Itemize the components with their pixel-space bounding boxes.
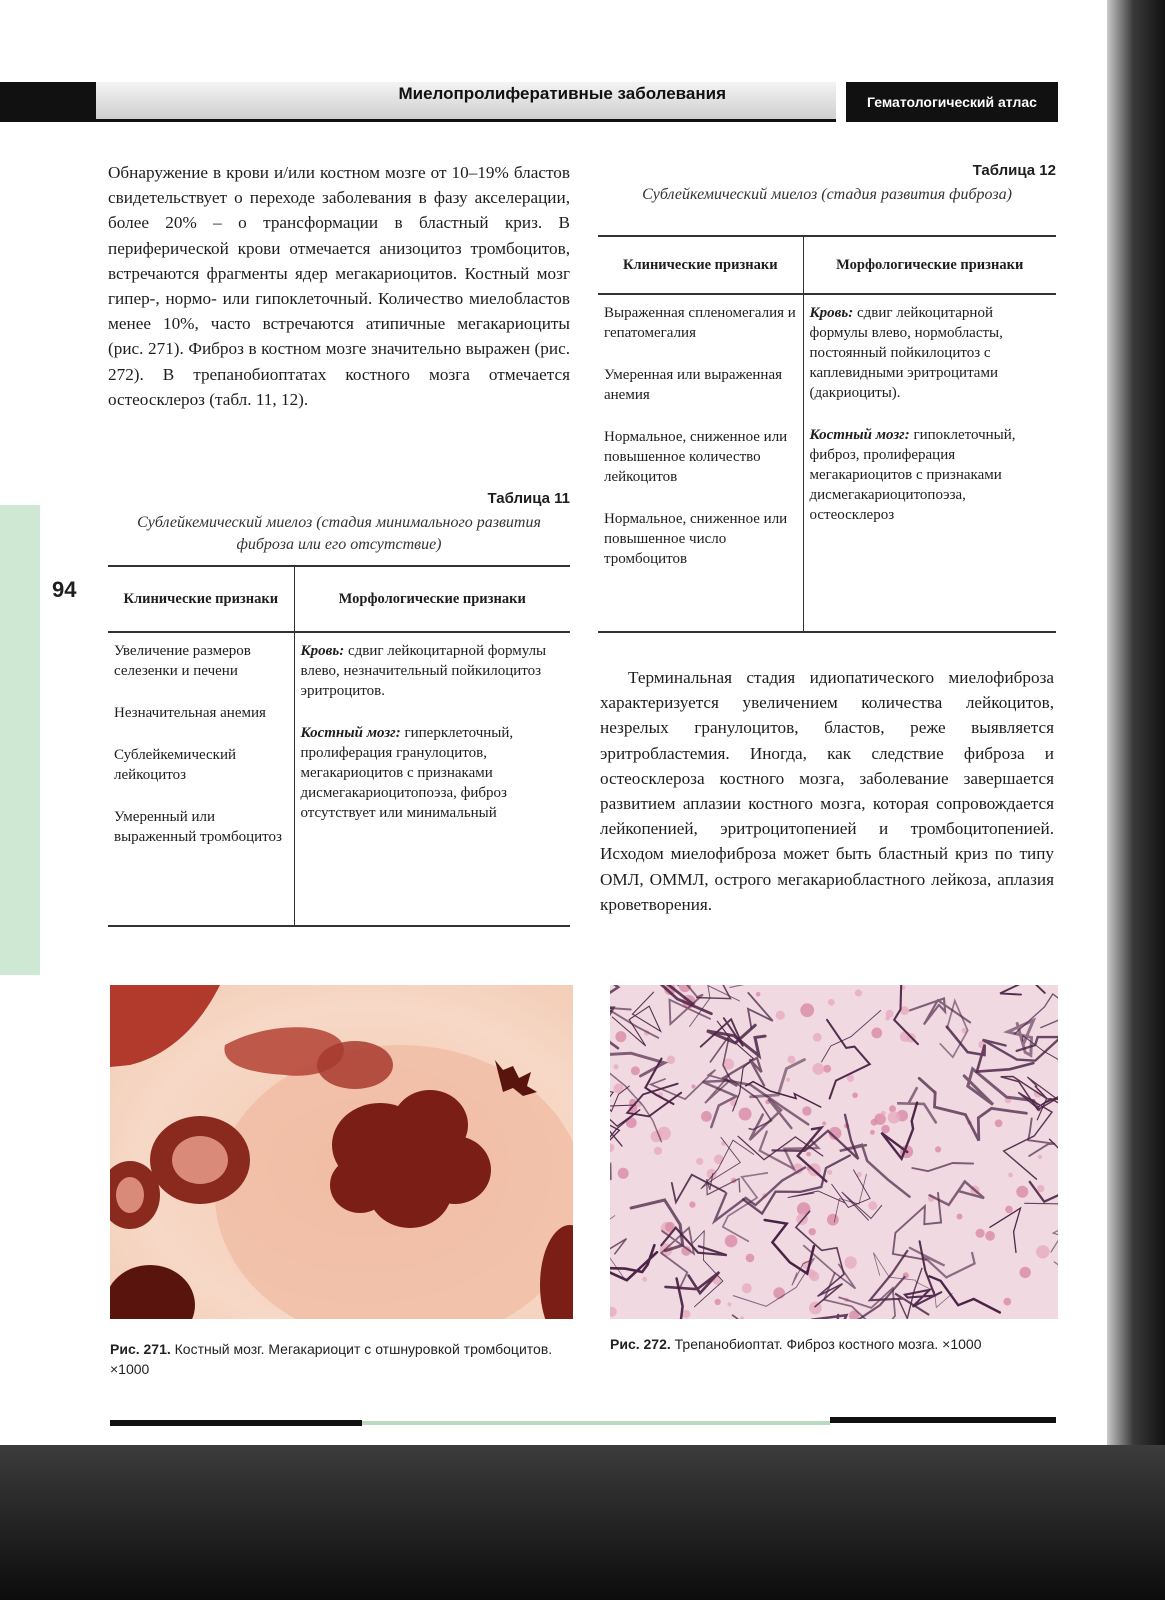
- table12-col-clinical: Клинические признаки: [598, 236, 803, 294]
- table11-col-clinical: Клинические признаки: [108, 566, 294, 632]
- book-title: Гематологический атлас: [846, 82, 1058, 122]
- morph-sign-blood: Кровь: сдвиг лейкоцитарной формулы влево, незначительный пойкилоцитоз эритроцитов.: [300, 643, 547, 699]
- table-row: [108, 632, 570, 926]
- footer-rule-right: [830, 1417, 1056, 1423]
- clinical-sign: Нормальное, сниженное или повышенное число тромбоцитов: [604, 511, 788, 567]
- footer-rule-left: [110, 1420, 362, 1426]
- table12: [598, 235, 1056, 633]
- clinical-sign: Выраженная спленомегалия и гепатомегалия: [604, 305, 796, 341]
- figure272-caption: Рис. 272. Трепанобиоптат. Фиброз костного мозга. ×1000: [610, 1336, 982, 1352]
- megakaryocyte-micrograph: [110, 985, 573, 1319]
- clinical-sign: Нормальное, сниженное или повышенное количество лейкоцитов: [604, 429, 788, 485]
- page-number: 94: [52, 577, 77, 602]
- fibrosis-micrograph: [610, 985, 1058, 1319]
- table12-subtitle: Сублейкемический миелоз (стадия развития фиброза): [642, 186, 1012, 203]
- clinical-sign: Незначительная анемия: [114, 705, 266, 721]
- table11: [108, 565, 570, 927]
- morph-sign-marrow: Костный мозг: гиперклеточный, пролиферация гранулоцитов, мегакариоцитов с признаками дисмегакариоцитопоэза, фиброз отсутствует или минимальный: [300, 725, 514, 821]
- clinical-sign: Сублейкемический лейкоцитоз: [114, 747, 237, 783]
- clinical-sign: Увеличение размеров селезенки и печени: [114, 643, 251, 679]
- margin-accent: [0, 505, 40, 975]
- header-left-block: [0, 82, 96, 122]
- footer-rule-middle: [362, 1421, 830, 1425]
- table-header-row: [598, 236, 1056, 294]
- table12-col-morph: Морфологические признаки: [803, 236, 1056, 294]
- table-header-row: [108, 566, 570, 632]
- clinical-sign: Умеренный или выраженный тромбоцитоз: [114, 809, 282, 845]
- body-paragraph-left: Обнаружение в крови и/или костном мозге от 10–19% бластов свидетельствует о переходе заболевания в фазу акселерации, более 20% – о трансформации в бластный криз. В периферической крови отмечается анизоцитоз тромбоцитов, встречаются фрагменты ядер мегакариоцитов. Костный мозг гипер-, нормо- или гипоклеточный. Количество миелобластов менее 10%, часто встречаются атипичные мегакариоциты (рис. 271). Фиброз в костном мозге значительно выражен (рис. 272). В трепанобиоптатах костного мозга отмечается остеосклероз (табл. 11, 12).: [108, 163, 570, 409]
- table12-label: Таблица 12: [972, 162, 1056, 179]
- body-paragraph-right: Терминальная стадия идиопатического миелофиброза характеризуется увеличением количества лейкоцитов, незрелых гранулоцитов, бластов, реже выявляется эритробластемия. Иногда, как следствие фиброза и остеосклероза костного мозга, заболевание завершается развитием аплазии костного мозга, которая сопровождается лейкопенией, эритроцитопенией и тромбоцитопенией. Исходом миелофиброза может быть бластный криз по типу ОМЛ, ОММЛ, острого мегакариобластного лейкоза, аплазия кроветворения.: [600, 668, 1054, 914]
- table11-col-morph: Морфологические признаки: [294, 566, 570, 632]
- morph-sign-blood: Кровь: сдвиг лейкоцитарной формулы влево, нормобласты, постоянный пойкилоцитоз с каплевидными эритроцитами (дакриоциты).: [809, 305, 1003, 401]
- scan-background: [0, 1445, 1165, 1600]
- figure271-caption: Рис. 271. Костный мозг. Мегакариоцит с отшнуровкой тромбоцитов. ×1000: [110, 1341, 553, 1377]
- morph-sign-marrow: Костный мозг: гипоклеточный, фиброз, пролиферация мегакариоцитов с признаками дисмегакариоцитопоэза, остеосклероз: [809, 427, 1016, 523]
- table11-label: Таблица 11: [487, 490, 570, 507]
- table-row: [598, 294, 1056, 632]
- table11-subtitle: Сублейкемический миелоз (стадия минимального развития фиброза или его отсутствие): [137, 514, 541, 553]
- figure272-image: [610, 985, 1058, 1319]
- chapter-title: Миелопролиферативные заболевания: [398, 84, 726, 103]
- page-edge-shadow: [1107, 0, 1165, 1600]
- clinical-sign: Умеренная или выраженная анемия: [604, 367, 783, 403]
- figure271-image: [110, 985, 573, 1319]
